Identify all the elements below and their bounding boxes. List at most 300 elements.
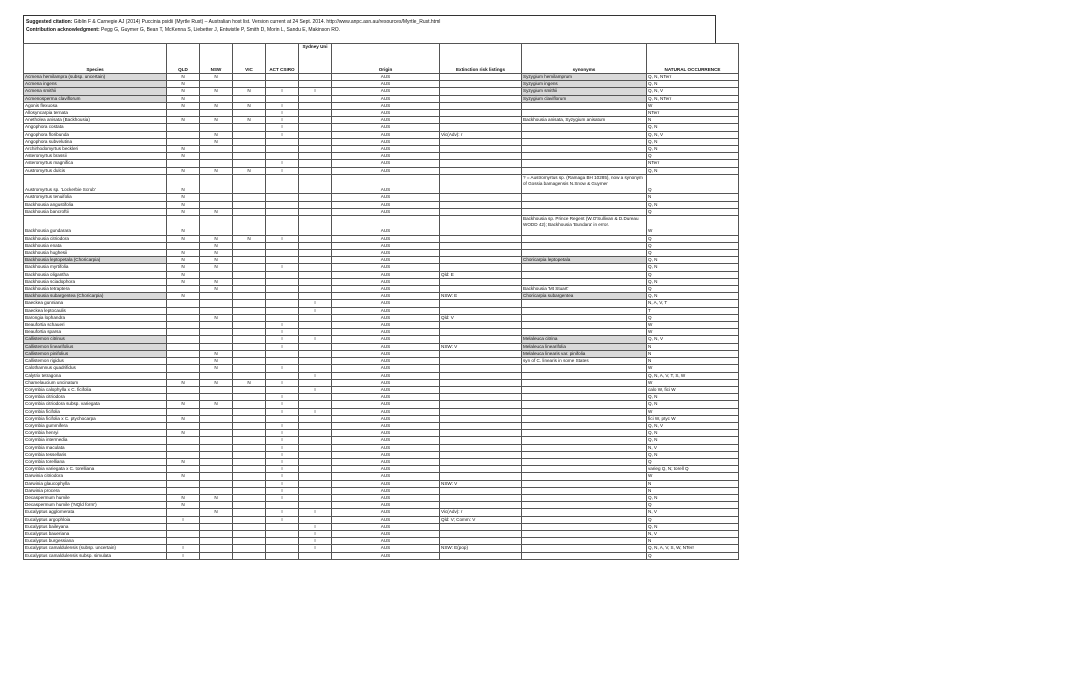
origin-cell: AUS	[332, 307, 440, 314]
table-row	[24, 216, 739, 236]
sydney-uni-cell	[299, 350, 332, 357]
table-row	[24, 235, 739, 242]
act-csiro-cell	[266, 286, 299, 293]
sydney-uni-cell	[299, 444, 332, 451]
sydney-uni-cell	[299, 329, 332, 336]
origin-cell: AUS	[332, 538, 440, 545]
act-csiro-cell	[266, 293, 299, 300]
synonyms-cell	[522, 401, 647, 408]
synonyms-cell	[522, 487, 647, 494]
natural-occurrence-cell: NTerr	[647, 110, 739, 117]
species-cell: Barongia lophandra	[24, 314, 167, 321]
table-row	[24, 336, 739, 343]
synonyms-cell	[522, 146, 647, 153]
table-row	[24, 322, 739, 329]
vic-cell	[233, 545, 266, 552]
synonyms-cell	[522, 365, 647, 372]
natural-occurrence-cell: Q, N	[647, 146, 739, 153]
species-cell: Decaspermum humile ('NQld form')	[24, 502, 167, 509]
col-header-act-csiro: ACT CSIRO	[266, 44, 299, 74]
synonyms-cell: Backhousia sp. Prince Regent (W.O'Sullivan & D.Dureau WODD 42); Backhousia 'Bundara' in error.	[522, 216, 647, 236]
nsw-cell	[200, 322, 233, 329]
act-csiro-cell: I	[266, 494, 299, 501]
extinction-risk-cell	[440, 379, 522, 386]
act-csiro-cell: I	[266, 88, 299, 95]
synonyms-cell: Syzygium claviflorum	[522, 95, 647, 102]
vic-cell	[233, 343, 266, 350]
synonyms-cell	[522, 502, 647, 509]
extinction-risk-cell	[440, 124, 522, 131]
table-row	[24, 343, 739, 350]
table-row	[24, 124, 739, 131]
species-cell: Corymbia henryi	[24, 430, 167, 437]
act-csiro-cell	[266, 242, 299, 249]
species-cell: Callistemon citrinus	[24, 336, 167, 343]
extinction-risk-cell	[440, 494, 522, 501]
natural-occurrence-cell: W	[647, 379, 739, 386]
extinction-risk-cell	[440, 422, 522, 429]
acknowledgment-text: Pegg G, Guymer G, Bean T, McKenna S, Liebetter J, Entwistle P, Smith D, Morin L, Sandu E, Makinson RO.	[101, 27, 341, 33]
extinction-risk-cell	[440, 242, 522, 249]
natural-occurrence-cell: Q, N	[647, 167, 739, 174]
qld-cell: N	[167, 278, 200, 285]
sydney-uni-cell	[299, 494, 332, 501]
synonyms-cell	[522, 516, 647, 523]
sydney-uni-cell: I	[299, 509, 332, 516]
qld-cell	[167, 242, 200, 249]
vic-cell: N	[233, 167, 266, 174]
act-csiro-cell: I	[266, 336, 299, 343]
table-row	[24, 250, 739, 257]
sydney-uni-cell	[299, 117, 332, 124]
nsw-cell	[200, 372, 233, 379]
qld-cell	[167, 314, 200, 321]
qld-cell	[167, 538, 200, 545]
extinction-risk-cell: Qld: V; Comm: V	[440, 516, 522, 523]
table-row	[24, 415, 739, 422]
sydney-uni-cell	[299, 74, 332, 81]
nsw-cell	[200, 466, 233, 473]
extinction-risk-cell	[440, 430, 522, 437]
vic-cell	[233, 408, 266, 415]
origin-cell: AUS	[332, 494, 440, 501]
sydney-uni-cell	[299, 235, 332, 242]
vic-cell	[233, 415, 266, 422]
nsw-cell	[200, 458, 233, 465]
col-header-qld: QLD	[167, 44, 200, 74]
act-csiro-cell: I	[266, 408, 299, 415]
nsw-cell	[200, 444, 233, 451]
extinction-risk-cell	[440, 250, 522, 257]
vic-cell	[233, 444, 266, 451]
qld-cell	[167, 372, 200, 379]
act-csiro-cell	[266, 307, 299, 314]
extinction-risk-cell	[440, 365, 522, 372]
vic-cell: N	[233, 235, 266, 242]
natural-occurrence-cell: Q	[647, 458, 739, 465]
qld-cell	[167, 124, 200, 131]
extinction-risk-cell	[440, 300, 522, 307]
extinction-risk-cell	[440, 444, 522, 451]
species-cell: Corymbia maculata	[24, 444, 167, 451]
vic-cell	[233, 430, 266, 437]
synonyms-cell	[522, 444, 647, 451]
nsw-cell	[200, 329, 233, 336]
origin-cell: AUS	[332, 343, 440, 350]
sydney-uni-cell	[299, 552, 332, 559]
act-csiro-cell: I	[266, 235, 299, 242]
extinction-risk-cell	[440, 138, 522, 145]
natural-occurrence-cell: Q, N, V	[647, 422, 739, 429]
table-row	[24, 74, 739, 81]
synonyms-cell	[522, 307, 647, 314]
synonyms-cell	[522, 194, 647, 201]
natural-occurrence-cell: N	[647, 194, 739, 201]
origin-cell: AUS	[332, 480, 440, 487]
sydney-uni-cell	[299, 250, 332, 257]
act-csiro-cell: I	[266, 365, 299, 372]
act-csiro-cell: I	[266, 466, 299, 473]
synonyms-cell: Syzygium hemilamprum	[522, 74, 647, 81]
table-row	[24, 350, 739, 357]
qld-cell: N	[167, 458, 200, 465]
qld-cell: N	[167, 167, 200, 174]
natural-occurrence-cell: Q	[647, 552, 739, 559]
host-list-table	[23, 43, 739, 560]
species-cell: Corymbia gummifera	[24, 422, 167, 429]
qld-cell	[167, 437, 200, 444]
extinction-risk-cell	[440, 523, 522, 530]
nsw-cell: N	[200, 350, 233, 357]
species-cell: Eucalyptus camaldulensis (subsp. uncertain)	[24, 545, 167, 552]
table-row	[24, 480, 739, 487]
vic-cell: N	[233, 117, 266, 124]
qld-cell: N	[167, 153, 200, 160]
citation-header	[23, 15, 716, 43]
species-cell: Corymbia torelliana	[24, 458, 167, 465]
act-csiro-cell	[266, 278, 299, 285]
qld-cell	[167, 444, 200, 451]
act-csiro-cell	[266, 201, 299, 208]
nsw-cell: N	[200, 242, 233, 249]
natural-occurrence-cell: Q	[647, 242, 739, 249]
synonyms-cell	[522, 430, 647, 437]
species-cell: Corymbia tessellaris	[24, 451, 167, 458]
qld-cell: I	[167, 545, 200, 552]
qld-cell	[167, 408, 200, 415]
species-cell: Eucalyptus baileyana	[24, 523, 167, 530]
sydney-uni-cell	[299, 257, 332, 264]
qld-cell	[167, 466, 200, 473]
synonyms-cell	[522, 386, 647, 393]
natural-occurrence-cell: Q, N	[647, 394, 739, 401]
synonyms-cell	[522, 278, 647, 285]
extinction-risk-cell	[440, 408, 522, 415]
nsw-cell	[200, 394, 233, 401]
vic-cell	[233, 208, 266, 215]
natural-occurrence-cell: calo W, fici W	[647, 386, 739, 393]
act-csiro-cell: I	[266, 167, 299, 174]
table-row	[24, 386, 739, 393]
sydney-uni-cell	[299, 430, 332, 437]
origin-cell: AUS	[332, 242, 440, 249]
origin-cell: AUS	[332, 167, 440, 174]
act-csiro-cell	[266, 174, 299, 194]
sydney-uni-cell	[299, 314, 332, 321]
natural-occurrence-cell: Q, N	[647, 81, 739, 88]
vic-cell	[233, 216, 266, 236]
synonyms-cell	[522, 437, 647, 444]
act-csiro-cell: I	[266, 422, 299, 429]
nsw-cell	[200, 81, 233, 88]
act-csiro-cell: I	[266, 117, 299, 124]
act-csiro-cell	[266, 146, 299, 153]
qld-cell	[167, 358, 200, 365]
act-csiro-cell	[266, 545, 299, 552]
table-row	[24, 502, 739, 509]
synonyms-cell	[522, 102, 647, 109]
natural-occurrence-cell: varieg Q, N; torell Q	[647, 466, 739, 473]
synonyms-cell: Melaleuca linearifolia	[522, 343, 647, 350]
table-row	[24, 458, 739, 465]
sydney-uni-cell: I	[299, 307, 332, 314]
table-row	[24, 444, 739, 451]
qld-cell	[167, 480, 200, 487]
qld-cell	[167, 422, 200, 429]
qld-cell: N	[167, 502, 200, 509]
vic-cell	[233, 329, 266, 336]
origin-cell: AUS	[332, 300, 440, 307]
species-cell: Darwinia procera	[24, 487, 167, 494]
species-cell: Asteromyrtus magnifica	[24, 160, 167, 167]
origin-cell: AUS	[332, 117, 440, 124]
species-cell: Corymbia variegata x C. torelliana	[24, 466, 167, 473]
species-cell: Backhousia enata	[24, 242, 167, 249]
extinction-risk-cell	[440, 437, 522, 444]
sydney-uni-cell	[299, 379, 332, 386]
table-row	[24, 194, 739, 201]
vic-cell	[233, 358, 266, 365]
nsw-cell	[200, 194, 233, 201]
nsw-cell	[200, 146, 233, 153]
table-row	[24, 160, 739, 167]
origin-cell: AUS	[332, 257, 440, 264]
natural-occurrence-cell: W	[647, 408, 739, 415]
qld-cell: N	[167, 117, 200, 124]
natural-occurrence-cell: Q, N, V	[647, 131, 739, 138]
nsw-cell	[200, 124, 233, 131]
qld-cell: N	[167, 146, 200, 153]
sydney-uni-cell	[299, 216, 332, 236]
act-csiro-cell	[266, 250, 299, 257]
origin-cell: AUS	[332, 250, 440, 257]
sydney-uni-cell	[299, 502, 332, 509]
act-csiro-cell: I	[266, 451, 299, 458]
synonyms-cell	[522, 235, 647, 242]
sydney-uni-cell	[299, 516, 332, 523]
origin-cell: AUS	[332, 466, 440, 473]
nsw-cell	[200, 95, 233, 102]
act-csiro-cell	[266, 257, 299, 264]
origin-cell: AUS	[332, 437, 440, 444]
sydney-uni-cell	[299, 487, 332, 494]
vic-cell	[233, 153, 266, 160]
extinction-risk-cell	[440, 307, 522, 314]
nsw-cell	[200, 408, 233, 415]
table-row	[24, 131, 739, 138]
origin-cell: AUS	[332, 422, 440, 429]
species-cell: Chamelaucium uncinatum	[24, 379, 167, 386]
synonyms-cell	[522, 208, 647, 215]
origin-cell: AUS	[332, 314, 440, 321]
synonyms-cell	[522, 264, 647, 271]
natural-occurrence-cell: fici W, ptyc W	[647, 415, 739, 422]
act-csiro-cell: I	[266, 264, 299, 271]
table-row	[24, 314, 739, 321]
sydney-uni-cell: I	[299, 523, 332, 530]
origin-cell: AUS	[332, 88, 440, 95]
vic-cell	[233, 451, 266, 458]
species-cell: Beaufortia sparsa	[24, 329, 167, 336]
sydney-uni-cell: I	[299, 336, 332, 343]
vic-cell	[233, 174, 266, 194]
synonyms-cell	[522, 530, 647, 537]
nsw-cell	[200, 545, 233, 552]
qld-cell: N	[167, 235, 200, 242]
table-row	[24, 329, 739, 336]
synonyms-cell	[522, 329, 647, 336]
sydney-uni-cell: I	[299, 545, 332, 552]
nsw-cell	[200, 530, 233, 537]
qld-cell	[167, 343, 200, 350]
vic-cell	[233, 250, 266, 257]
synonyms-cell	[522, 314, 647, 321]
qld-cell: N	[167, 250, 200, 257]
vic-cell	[233, 422, 266, 429]
table-row	[24, 473, 739, 480]
table-row	[24, 307, 739, 314]
species-cell: Backhousia citriodora	[24, 235, 167, 242]
sydney-uni-cell	[299, 293, 332, 300]
origin-cell: AUS	[332, 444, 440, 451]
nsw-cell: N	[200, 208, 233, 215]
species-cell: Backhousia myrtifolia	[24, 264, 167, 271]
acknowledgment-label: Contribution acknowledgment:	[26, 27, 100, 33]
table-row	[24, 451, 739, 458]
act-csiro-cell	[266, 194, 299, 201]
table-row	[24, 271, 739, 278]
origin-cell: AUS	[332, 95, 440, 102]
extinction-risk-cell	[440, 458, 522, 465]
synonyms-cell: Backhousia anisata, Syzygium anisatum	[522, 117, 647, 124]
synonyms-cell	[522, 124, 647, 131]
natural-occurrence-cell: Q	[647, 250, 739, 257]
vic-cell	[233, 487, 266, 494]
origin-cell: AUS	[332, 552, 440, 559]
species-cell: Calothamnus quadrifidus	[24, 365, 167, 372]
act-csiro-cell: I	[266, 322, 299, 329]
nsw-cell	[200, 343, 233, 350]
act-csiro-cell	[266, 95, 299, 102]
nsw-cell	[200, 552, 233, 559]
natural-occurrence-cell: N	[647, 117, 739, 124]
natural-occurrence-cell: Q	[647, 208, 739, 215]
species-cell: Austromyrtus tenuifolia	[24, 194, 167, 201]
col-header-nsw: NSW	[200, 44, 233, 74]
synonyms-cell	[522, 201, 647, 208]
act-csiro-cell	[266, 415, 299, 422]
natural-occurrence-cell: N, V	[647, 530, 739, 537]
vic-cell	[233, 201, 266, 208]
synonyms-cell	[522, 545, 647, 552]
vic-cell	[233, 538, 266, 545]
synonyms-cell	[522, 509, 647, 516]
species-cell: Backhousia oligantha	[24, 271, 167, 278]
qld-cell	[167, 530, 200, 537]
species-cell: Austromyrtus sp. 'Lockerbie Scrub'	[24, 174, 167, 194]
col-header-origin: Origin	[332, 44, 440, 74]
extinction-risk-cell	[440, 451, 522, 458]
species-cell: Backhousia hughesii	[24, 250, 167, 257]
table-header-row	[24, 44, 739, 74]
species-cell: Backhousia tetraptera	[24, 286, 167, 293]
species-cell: Backhousia sciadophora	[24, 278, 167, 285]
vic-cell	[233, 350, 266, 357]
origin-cell: AUS	[332, 430, 440, 437]
nsw-cell: N	[200, 250, 233, 257]
sydney-uni-cell	[299, 466, 332, 473]
nsw-cell	[200, 451, 233, 458]
col-header-natural-occurrence: NATURAL OCCURRENCE	[647, 44, 739, 74]
citation-line	[26, 18, 713, 26]
origin-cell: AUS	[332, 131, 440, 138]
origin-cell: AUS	[332, 545, 440, 552]
sydney-uni-cell: I	[299, 408, 332, 415]
nsw-cell	[200, 415, 233, 422]
vic-cell: N	[233, 379, 266, 386]
sydney-uni-cell	[299, 160, 332, 167]
nsw-cell	[200, 110, 233, 117]
extinction-risk-cell	[440, 530, 522, 537]
natural-occurrence-cell: Q, N	[647, 257, 739, 264]
extinction-risk-cell	[440, 88, 522, 95]
vic-cell	[233, 278, 266, 285]
extinction-risk-cell	[440, 153, 522, 160]
nsw-cell	[200, 216, 233, 236]
species-cell: Eucalyptus baueriana	[24, 530, 167, 537]
sydney-uni-cell	[299, 81, 332, 88]
act-csiro-cell: I	[266, 509, 299, 516]
natural-occurrence-cell: Q	[647, 314, 739, 321]
qld-cell: N	[167, 95, 200, 102]
origin-cell: AUS	[332, 271, 440, 278]
extinction-risk-cell	[440, 401, 522, 408]
synonyms-cell	[522, 242, 647, 249]
natural-occurrence-cell: W	[647, 365, 739, 372]
synonyms-cell	[522, 138, 647, 145]
extinction-risk-cell	[440, 117, 522, 124]
sydney-uni-cell	[299, 473, 332, 480]
act-csiro-cell	[266, 552, 299, 559]
origin-cell: AUS	[332, 286, 440, 293]
natural-occurrence-cell: Q	[647, 271, 739, 278]
vic-cell: N	[233, 88, 266, 95]
nsw-cell	[200, 386, 233, 393]
qld-cell	[167, 451, 200, 458]
species-cell: Backhousia bancroftii	[24, 208, 167, 215]
extinction-risk-cell	[440, 350, 522, 357]
natural-occurrence-cell: N, V	[647, 509, 739, 516]
